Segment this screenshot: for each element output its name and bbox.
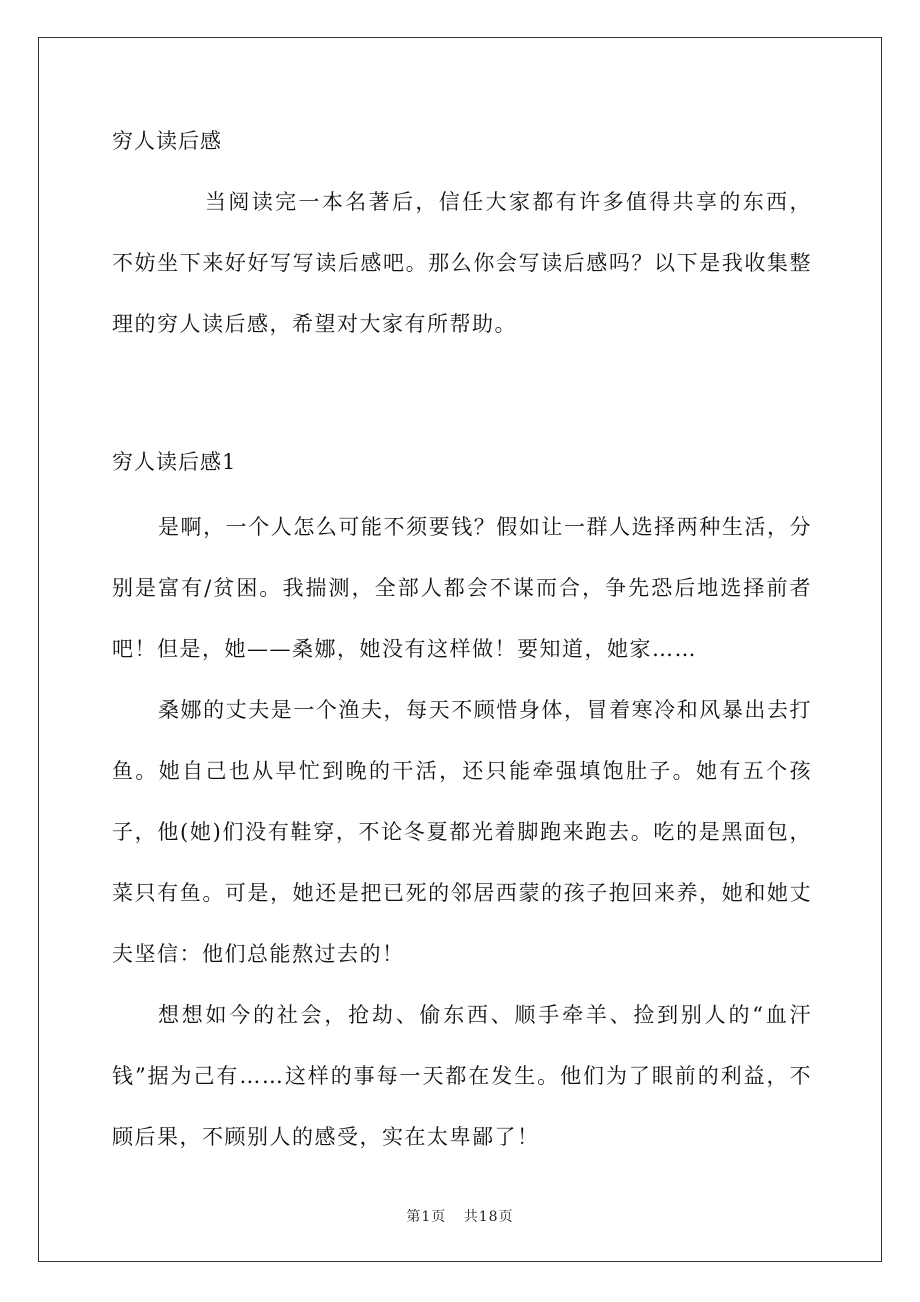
body-paragraph-2: 桑娜的丈夫是一个渔夫，每天不顾惜身体，冒着寒冷和风暴出去打鱼。她自己也从早忙到晚的干活，还只能牵强填饱肚子。她有五个孩子，他(她)们没有鞋穿，不论冬夏都光着脚跑来跑去。吃的是黑面包，菜只有鱼。可是，她还是把已死的邻居西蒙的孩子抱回来养，她和她丈夫坚信：他们总能熬过去的！	[112, 698, 812, 966]
document-title: 穷人读后感	[112, 129, 222, 153]
body-paragraph-3: 想想如今的社会，抢劫、偷东西、顺手牵羊、捡到别人的“血汗钱”据为己有……这样的事每一天都在发生。他们为了眼前的利益，不顾后果，不顾别人的感受，实在太卑鄙了！	[112, 1003, 812, 1149]
section-title: 穷人读后感1	[112, 450, 237, 474]
document-body	[112, 118, 812, 1168]
page-number: 第1页	[406, 1209, 447, 1225]
page-total: 共18页	[463, 1209, 514, 1225]
intro-paragraph: 当阅读完一本名著后，信任大家都有许多值得共享的东西，不妨坐下来好好写写读后感吧。那么你会写读后感吗？以下是我收集整理的穷人读后感，希望对大家有所帮助。	[112, 190, 812, 336]
page-footer	[0, 1206, 920, 1226]
body-paragraph-1: 是啊，一个人怎么可能不须要钱？假如让一群人选择两种生活，分别是富有/贫困。我揣测，全部人都会不谋而合，争先恐后地选择前者吧！但是，她——桑娜，她没有这样做！要知道，她家……	[112, 515, 812, 661]
